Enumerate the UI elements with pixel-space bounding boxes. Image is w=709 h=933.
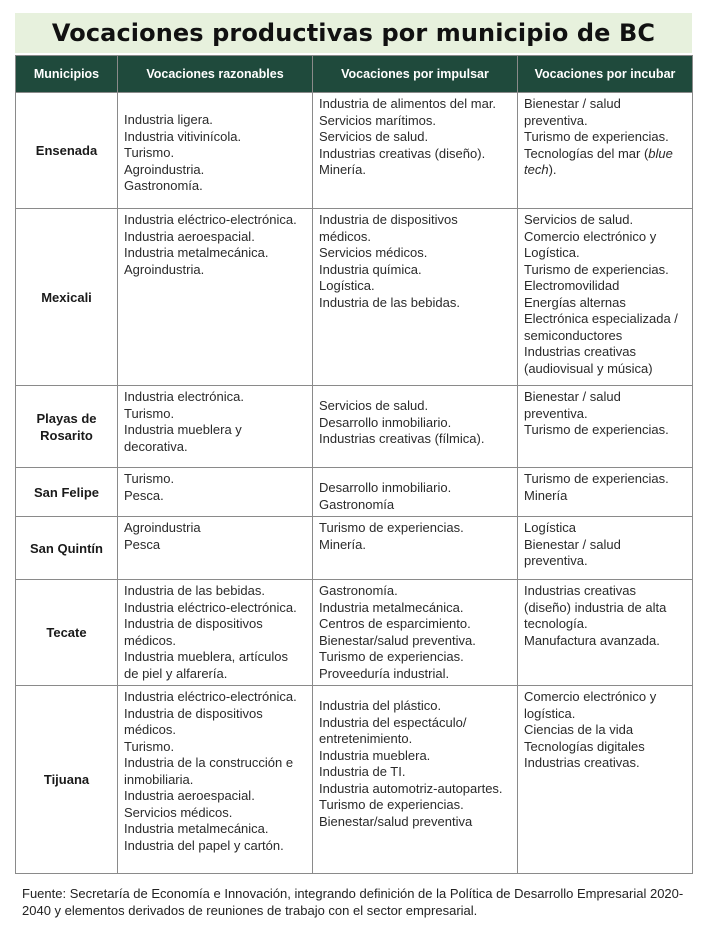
list-item [524, 146, 686, 179]
incubar-cell [518, 468, 693, 517]
municipio-cell: Playas de Rosarito [16, 386, 118, 468]
list-item: Industria de alimentos del mar. [319, 96, 497, 111]
list-item: Turismo. [124, 738, 175, 754]
vocations-table [15, 55, 693, 874]
list-item: Industria de TI. [319, 764, 406, 779]
page-title: Vocaciones productivas por municipio de BC [51, 19, 656, 47]
list-item: Comercio electrónico y logística. [524, 689, 657, 721]
list-item: Minería [524, 487, 568, 503]
title-bar [15, 13, 692, 53]
incubar-cell [518, 517, 693, 580]
list-item: Industria química. [319, 261, 422, 277]
list-item: Industria de dispositivos médicos. [319, 212, 458, 244]
list-item: Bienestar/salud preventiva. [319, 632, 476, 648]
list-item: Industrias creativas (diseño) industria de alta tecnología. [524, 583, 667, 631]
list-item-text: ). [548, 162, 557, 177]
list-item: Industria electrónica. [124, 389, 244, 404]
list-item: Turismo de experiencias. [319, 520, 464, 535]
list-item: Tecnologías digitales [524, 738, 645, 754]
table-row [16, 209, 693, 386]
list-item: Gastronomía. [124, 178, 203, 193]
impulsar-cell [313, 468, 518, 517]
municipio-cell: San Felipe [16, 468, 118, 517]
list-item: Industria de la construcción e inmobiliaria. [124, 755, 294, 787]
list-item: Industria ligera. [124, 112, 213, 127]
list-item: Servicios de salud. [319, 398, 429, 413]
list-item: Industria aeroespacial. [124, 228, 255, 244]
list-item: Desarrollo inmobiliario. [319, 480, 452, 495]
list-item: Gastronomía [319, 496, 395, 512]
list-item: Pesca [124, 536, 161, 552]
impulsar-cell [313, 386, 518, 468]
list-item: Bienestar / salud preventiva. [524, 96, 621, 128]
list-item: Electrónica especializada / semiconductores [524, 311, 678, 343]
impulsar-cell [313, 517, 518, 580]
list-item: Industria mueblera. [319, 747, 431, 763]
list-item: Industrias creativas. [524, 755, 640, 770]
table-row [16, 93, 693, 209]
table-row [16, 580, 693, 686]
impulsar-cell [313, 209, 518, 386]
list-item: Turismo de experiencias. [319, 649, 464, 664]
razonables-cell [118, 686, 313, 874]
list-item: Agroindustria. [124, 261, 205, 277]
municipio-cell: Tecate [16, 580, 118, 686]
header-razonables: Vocaciones razonables [118, 56, 313, 93]
razonables-cell [118, 517, 313, 580]
header-incubar: Vocaciones por incubar [518, 56, 693, 93]
list-item: Bienestar / salud preventiva. [524, 389, 621, 421]
list-item: Industria eléctrico-electrónica. Industria de dispositivos médicos. [124, 599, 297, 648]
razonables-cell [118, 386, 313, 468]
list-item: Industria vitivinícola. [124, 128, 242, 144]
list-item: Bienestar / salud preventiva. [524, 536, 621, 568]
header-impulsar: Vocaciones por impulsar [313, 56, 518, 93]
list-item: Bienestar/salud preventiva [319, 813, 473, 829]
list-item: Turismo de experiencias. [524, 422, 669, 437]
list-item: Agroindustria [124, 520, 201, 535]
list-item: Industria del espectáculo/ entretenimiento. [319, 714, 467, 746]
list-item: Industria del papel y cartón. [124, 837, 284, 853]
list-item: Turismo. [124, 145, 175, 160]
list-item: Industrias creativas (diseño). [319, 145, 486, 161]
table-row [16, 386, 693, 468]
list-item: Industria automotriz-autopartes. [319, 780, 503, 796]
list-item: Servicios de salud. [524, 212, 634, 227]
list-item: Industria del plástico. [319, 698, 442, 713]
list-item: Energías alternas [524, 294, 626, 310]
list-item: Turismo. [124, 471, 175, 486]
municipio-cell: Tijuana [16, 686, 118, 874]
list-item: Gastronomía. [319, 583, 398, 598]
municipio-cell: Mexicali [16, 209, 118, 386]
list-item: Industria de las bebidas. [319, 294, 460, 310]
list-item: Logística [524, 520, 577, 535]
list-item: Pesca. [124, 487, 164, 503]
municipio-cell: Ensenada [16, 93, 118, 209]
list-item: Electromovilidad [524, 278, 620, 293]
incubar-cell [518, 93, 693, 209]
list-item: Servicios médicos. [319, 245, 428, 260]
list-item: Industria mueblera y decorativa. [124, 422, 242, 454]
list-item: Proveeduría industrial. [319, 665, 450, 681]
source-note: Fuente: Secretaría de Economía e Innovación, integrando definición de la Política de Desarrollo Empresarial 2020-2040 y elementos derivados de reuniones de trabajo con el sector empresarial. [22, 886, 684, 918]
list-item: Turismo. [124, 405, 175, 421]
list-item: Industria eléctrico-electrónica. [124, 212, 297, 227]
list-item: Industria eléctrico-electrónica. Industria de dispositivos médicos. [124, 689, 297, 737]
list-item: Industria de las bebidas. [124, 583, 265, 598]
list-item: Industria aeroespacial. [124, 788, 255, 803]
list-item: Turismo de experiencias. [524, 471, 669, 486]
list-item: Industria metalmecánica. [124, 245, 269, 260]
list-item: Agroindustria. [124, 161, 205, 177]
list-item: Turismo de experiencias. [524, 129, 669, 144]
table-row [16, 468, 693, 517]
incubar-cell [518, 386, 693, 468]
impulsar-cell [313, 580, 518, 686]
list-item: Minería. [319, 536, 366, 552]
razonables-cell [118, 93, 313, 209]
list-item: Industria metalmecánica. [124, 821, 269, 836]
razonables-cell [118, 209, 313, 386]
header-municipios: Municipios [16, 56, 118, 93]
table-row [16, 686, 693, 874]
table-row [16, 517, 693, 580]
list-item: Turismo de experiencias. [524, 261, 669, 277]
incubar-cell [518, 686, 693, 874]
list-item: Servicios médicos. [124, 804, 233, 820]
list-item: Centros de esparcimiento. [319, 616, 471, 631]
incubar-cell [518, 209, 693, 386]
list-item: Minería. [319, 162, 366, 177]
municipio-cell: San Quintín [16, 517, 118, 580]
razonables-cell [118, 580, 313, 686]
list-item-text: Tecnologías del mar ( [524, 145, 649, 161]
list-item: Manufactura avanzada. [524, 632, 660, 648]
list-item-italic: blue tech [524, 145, 673, 177]
list-item: Turismo de experiencias. [319, 797, 464, 812]
list-item: Ciencias de la vida [524, 722, 634, 737]
list-item: Industria mueblera, artículos de piel y alfarería. [124, 649, 289, 681]
list-item: Industrias creativas (audiovisual y música) [524, 344, 653, 376]
list-item: Industria metalmecánica. [319, 599, 464, 615]
list-item: Servicios de salud. [319, 129, 429, 144]
list-item: Servicios marítimos. [319, 112, 437, 128]
list-item: Logística. [319, 278, 375, 293]
impulsar-cell [313, 686, 518, 874]
list-item: Industrias creativas (fílmica). [319, 431, 485, 446]
incubar-cell [518, 580, 693, 686]
razonables-cell [118, 468, 313, 517]
list-item: Comercio electrónico y Logística. [524, 228, 657, 260]
table-header-row [16, 56, 693, 93]
list-item: Desarrollo inmobiliario. [319, 414, 452, 430]
impulsar-cell [313, 93, 518, 209]
